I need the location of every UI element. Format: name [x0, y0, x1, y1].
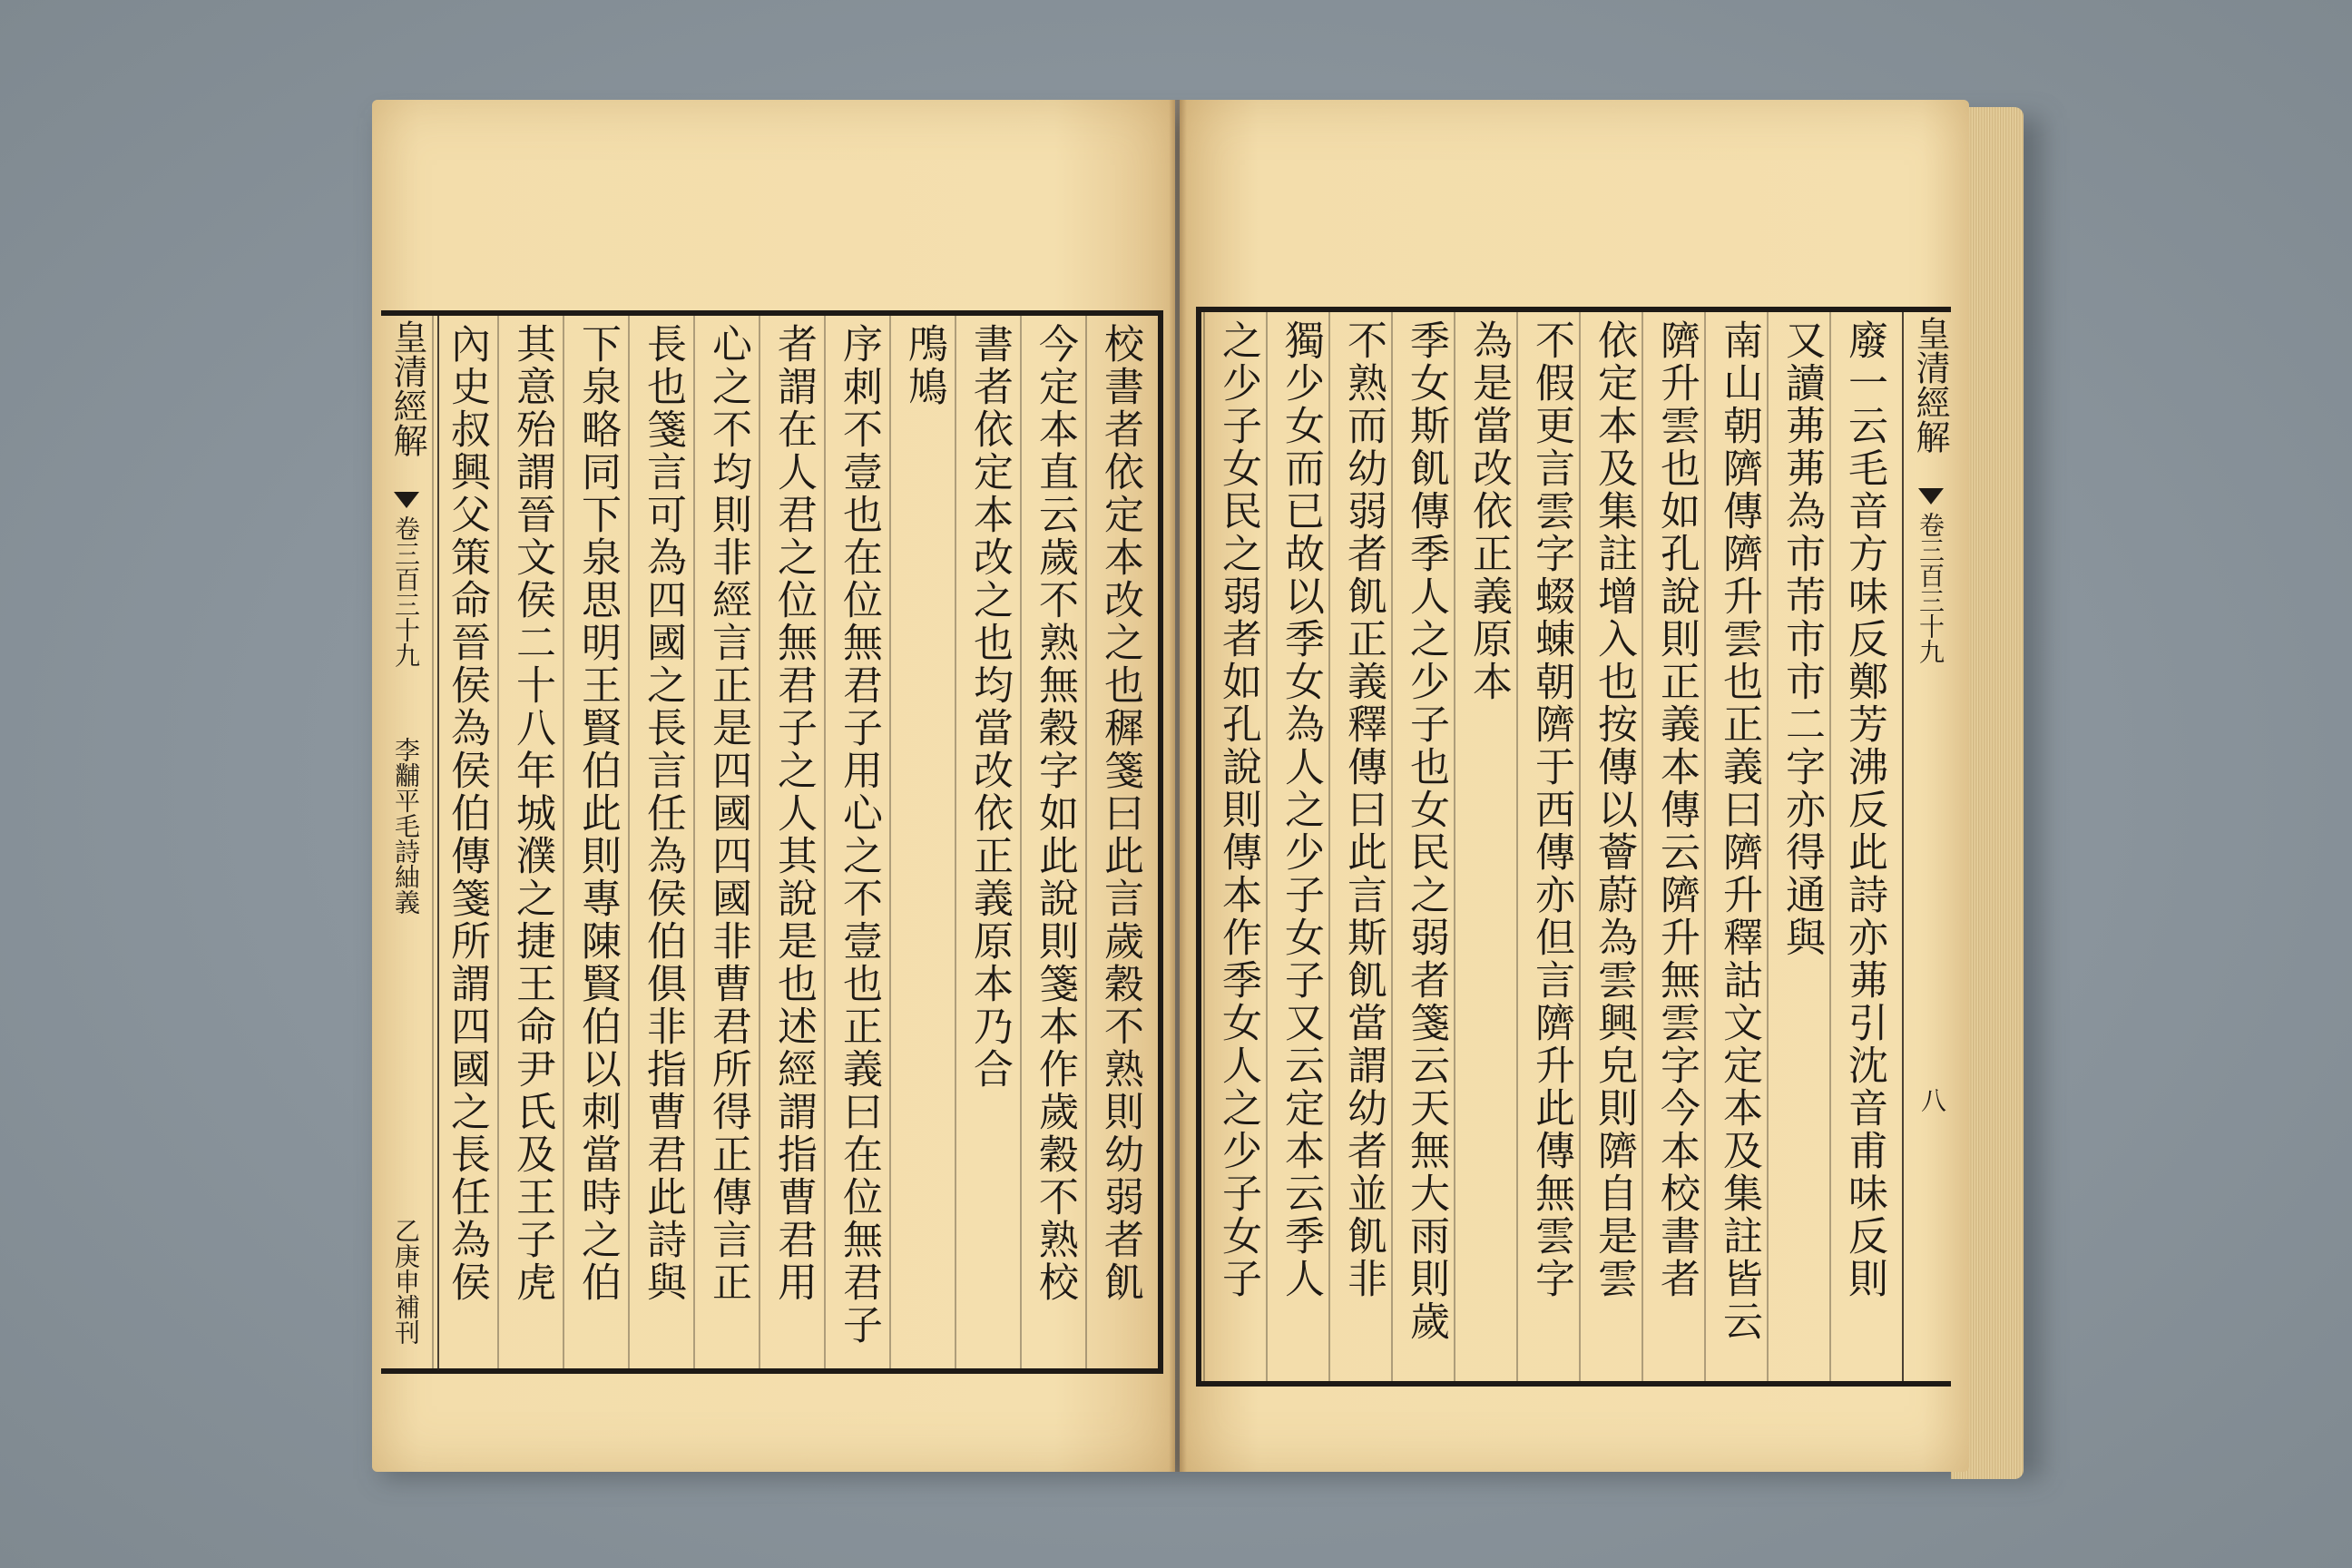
text-column: 不假更言雲字蝃蝀朝隮于西傳亦但言隮升此傳無雲字	[1528, 319, 1574, 1300]
column-rule	[497, 316, 499, 1368]
text-column: 又讀茀茀為市芾市市二字亦得通與	[1779, 319, 1825, 959]
column-rule	[1579, 312, 1581, 1381]
banxin-title: 皇清經解	[387, 319, 427, 457]
column-rule	[1266, 312, 1268, 1381]
text-column: 下泉略同下泉思明王賢伯此則專陳賢伯以刺當時之伯	[574, 323, 621, 1304]
banxin-note: 乙庚申補刊	[391, 1218, 421, 1345]
banxin-title-right: 皇清經解	[1910, 316, 1950, 454]
text-column: 今定本直云歲不熟無穀字如此說則箋本作歲穀不熟校	[1032, 323, 1078, 1304]
text-column: 獨少女而已故以季女為人之少子女子又云定本云季人	[1278, 319, 1324, 1300]
text-column: 之少子女民之弱者如孔說則傳本作季女人之少子女子	[1215, 319, 1261, 1300]
text-column: 者謂在人君之位無君子之人其說是也述經謂指曹君用	[770, 323, 817, 1304]
banxin-rule-right	[1902, 312, 1904, 1381]
column-rule	[1767, 312, 1769, 1381]
column-rule	[1391, 312, 1393, 1381]
text-column: 季女斯飢傳季人之少子也女民之弱者箋云天無大雨則歲	[1403, 319, 1449, 1343]
column-rule	[1516, 312, 1518, 1381]
text-column: 長也箋言可為四國之長言任為侯伯俱非指曹君此詩與	[640, 323, 686, 1304]
text-column: 依定本及集註增入也按傳以薈蔚為雲興皃則隮自是雲	[1591, 319, 1637, 1300]
text-column: 序刺不壹也在位無君子用心之不壹也正義曰在位無君子	[836, 323, 882, 1347]
column-rule	[1203, 312, 1205, 1381]
text-column: 其意殆謂晉文侯二十八年城濮之捷王命尹氏及王子虎	[509, 323, 555, 1304]
column-rule	[1085, 316, 1087, 1368]
right-banxin	[1906, 307, 1960, 1387]
text-column: 校書者依定本改之也穉箋曰此言歲穀不熟則幼弱者飢	[1097, 323, 1143, 1304]
text-column: 廢一云毛音方味反鄭芳沸反此詩亦茀引沈音甫味反則	[1841, 319, 1887, 1300]
column-rule	[1328, 312, 1330, 1381]
column-rule	[955, 316, 956, 1368]
column-rule	[628, 316, 630, 1368]
banxin-juan-right: 卷三百三十九	[1916, 512, 1945, 664]
text-column: 心之不均則非經言正是四國四國非曹君所得正傳言正	[705, 323, 751, 1304]
fish-tail-icon	[394, 492, 419, 508]
text-column: 內史叔興父策命晉侯為侯伯傳箋所謂四國之長任為侯	[444, 323, 490, 1304]
text-column: 隮升雲也如孔說則正義本傳云隮升無雲字今本校書者	[1653, 319, 1700, 1300]
left-banxin	[379, 310, 434, 1374]
book-gutter	[1169, 100, 1187, 1472]
column-rule	[1829, 312, 1831, 1381]
banxin-note-right: 八	[1917, 1087, 1947, 1112]
column-rule	[693, 316, 695, 1368]
fish-tail-icon-right	[1918, 488, 1944, 505]
column-rule	[1642, 312, 1643, 1381]
column-rule	[889, 316, 891, 1368]
text-column: 鳲鳩	[901, 323, 947, 408]
column-rule	[1020, 316, 1022, 1368]
column-rule	[759, 316, 760, 1368]
column-rule	[824, 316, 826, 1368]
banxin-rule	[437, 316, 439, 1370]
column-rule	[1704, 312, 1706, 1381]
text-column: 南山朝隮傳隮升雲也正義曰隮升釋詁文定本及集註皆云	[1716, 319, 1762, 1343]
column-rule	[432, 316, 434, 1368]
banxin-subtitle: 李黼平毛詩紬義	[391, 737, 421, 915]
text-column: 為是當改依正義原本	[1465, 319, 1512, 703]
column-rule	[1454, 312, 1455, 1381]
text-column: 不熟而幼弱者飢正義釋傳曰此言斯飢當謂幼者並飢非	[1340, 319, 1387, 1300]
text-column: 書者依定本改之也均當改依正義原本乃合	[966, 323, 1013, 1091]
banxin-juan: 卷三百三十九	[391, 515, 421, 668]
column-rule	[563, 316, 564, 1368]
